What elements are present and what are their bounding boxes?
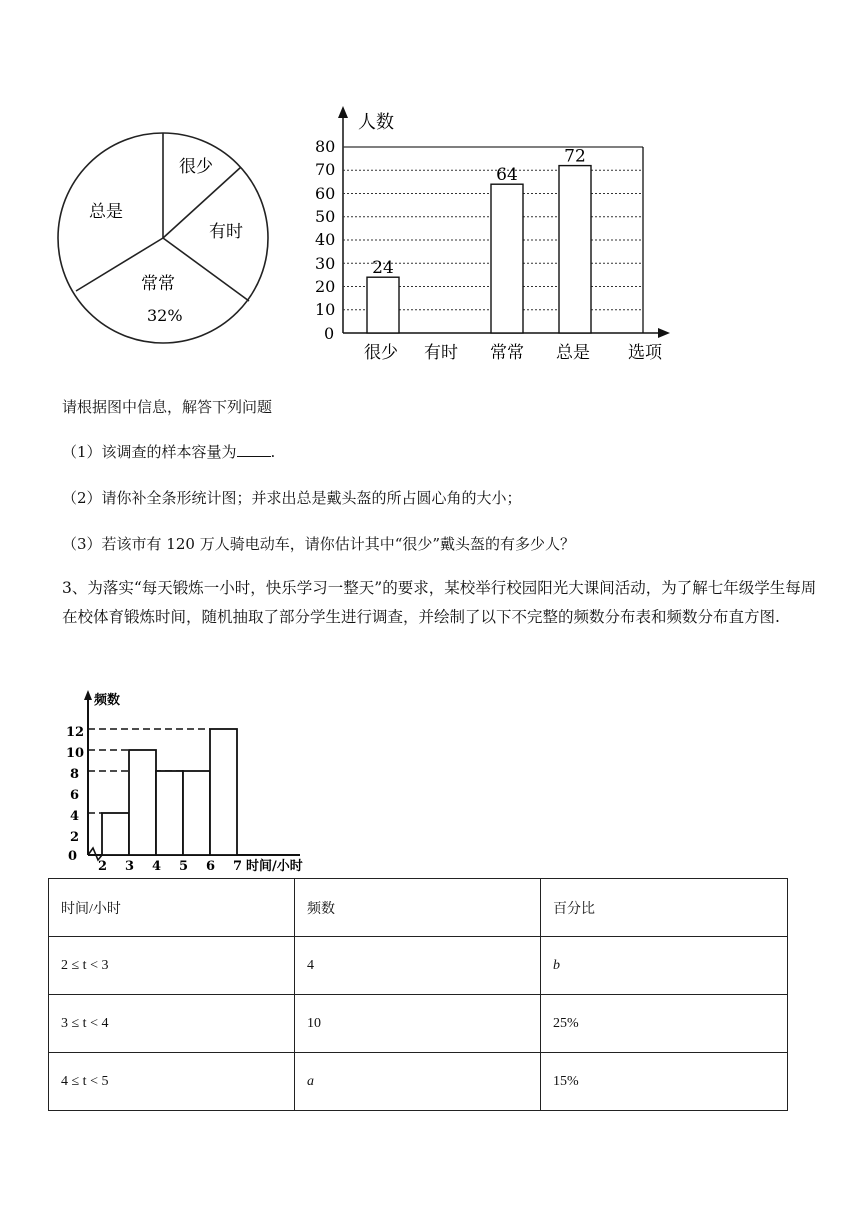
bar <box>367 277 399 333</box>
pie-label-chang-chang: 常常 <box>141 274 175 294</box>
pie-percent-label: 32% <box>147 306 183 325</box>
y-tick-label: 6 <box>70 788 80 803</box>
y-tick-label: 2 <box>70 830 80 845</box>
histogram-bar <box>156 771 183 855</box>
y-tick-label: 60 <box>315 184 336 203</box>
x-axis-arrow-icon <box>658 328 670 338</box>
y-tick-label: 4 <box>70 809 80 824</box>
y-tick-label: 8 <box>70 767 80 782</box>
table-cell: 3 ≤ t < 4 <box>49 995 295 1053</box>
table-cell: 10 <box>295 995 541 1053</box>
questions-intro: 请根据图中信息，解答下列问题 <box>62 398 273 416</box>
x-tick-label: 4 <box>152 859 162 874</box>
table-row <box>49 995 788 1053</box>
y-axis-arrow-icon <box>84 690 92 700</box>
x-tick-label: 5 <box>179 859 189 874</box>
question-1 <box>62 441 275 463</box>
y-axis <box>338 106 348 333</box>
table-header-cell: 时间/小时 <box>49 879 295 937</box>
x-tick-label: 6 <box>206 859 216 874</box>
y-tick-label: 50 <box>315 207 336 226</box>
bar <box>559 166 591 333</box>
y-tick-label: 30 <box>315 254 336 273</box>
table-cell: 4 ≤ t < 5 <box>49 1053 295 1111</box>
histogram-bar <box>183 771 210 855</box>
y-tick-label: 12 <box>66 725 85 740</box>
x-axis-title: 时间/小时 <box>246 859 303 874</box>
pie-divider <box>163 238 249 301</box>
x-tick-label: 总是 <box>556 343 590 363</box>
y-axis-title: 频数 <box>94 693 121 708</box>
table-cell: a <box>295 1053 541 1111</box>
histogram <box>60 688 350 878</box>
table-header-row <box>49 879 788 937</box>
question-3: （3）若该市有 120 万人骑电动车，请你估计其中“很少”戴头盔的有多少人？ <box>62 535 576 553</box>
bar <box>491 184 523 333</box>
bar-chart <box>300 100 680 370</box>
frequency-table <box>48 878 788 1111</box>
y-tick-label: 10 <box>315 300 336 319</box>
y-tick-label: 0 <box>68 849 78 864</box>
pie-label-you-shi: 有时 <box>209 222 243 242</box>
x-tick-label: 2 <box>98 859 108 874</box>
histogram-bar <box>129 750 156 855</box>
x-tick-label: 有时 <box>424 343 458 363</box>
y-tick-label: 70 <box>315 160 336 179</box>
answer-blank <box>237 442 271 457</box>
x-axis-title: 选项 <box>628 343 662 363</box>
histogram-bar <box>102 813 129 855</box>
bar-value-label: 64 <box>496 165 518 186</box>
pie-label-zong-shi: 总是 <box>89 202 123 222</box>
table-cell: b <box>541 937 788 995</box>
table-cell: 25% <box>541 995 788 1053</box>
problem-3-text: 3、为落实“每天锻炼一小时，快乐学习一整天”的要求，某校举行校园阳光大课间活动，为了解七年级学生每周在校体育锻炼时间，随机抽取了部分学生进行调查，并绘制了以下不完整的频数分布表和频数分布直方图. <box>62 579 817 626</box>
pie-label-hen-shao: 很少 <box>179 157 213 177</box>
y-tick-label: 0 <box>324 324 335 343</box>
table-cell: 4 <box>295 937 541 995</box>
y-tick-label: 40 <box>315 230 336 249</box>
histogram-bar <box>210 729 237 855</box>
x-tick-label: 很少 <box>364 343 398 363</box>
question-2: （2）请你补全条形统计图；并求出总是戴头盔的所占圆心角的大小； <box>62 489 522 507</box>
pie-chart <box>55 125 285 355</box>
y-tick-labels <box>315 137 335 343</box>
question-1-text: （1）该调查的样本容量为 <box>62 443 237 461</box>
y-axis-arrow-icon <box>338 106 348 118</box>
x-tick-label: 常常 <box>490 343 524 363</box>
bars <box>102 729 237 855</box>
y-axis-title: 人数 <box>358 112 394 133</box>
table-cell: 15% <box>541 1053 788 1111</box>
bar-value-label: 24 <box>372 258 394 279</box>
table-header-cell: 频数 <box>295 879 541 937</box>
y-tick-label: 10 <box>66 746 85 761</box>
question-1-end: . <box>270 443 276 461</box>
table-row <box>49 937 788 995</box>
x-tick-label: 7 <box>233 859 243 874</box>
table-cell: 2 ≤ t < 3 <box>49 937 295 995</box>
bar-value-label: 72 <box>564 146 586 167</box>
table-row <box>49 1053 788 1111</box>
x-tick-label: 3 <box>125 859 135 874</box>
table-header-cell: 百分比 <box>541 879 788 937</box>
y-tick-label: 20 <box>315 277 336 296</box>
y-tick-label: 80 <box>315 137 336 156</box>
